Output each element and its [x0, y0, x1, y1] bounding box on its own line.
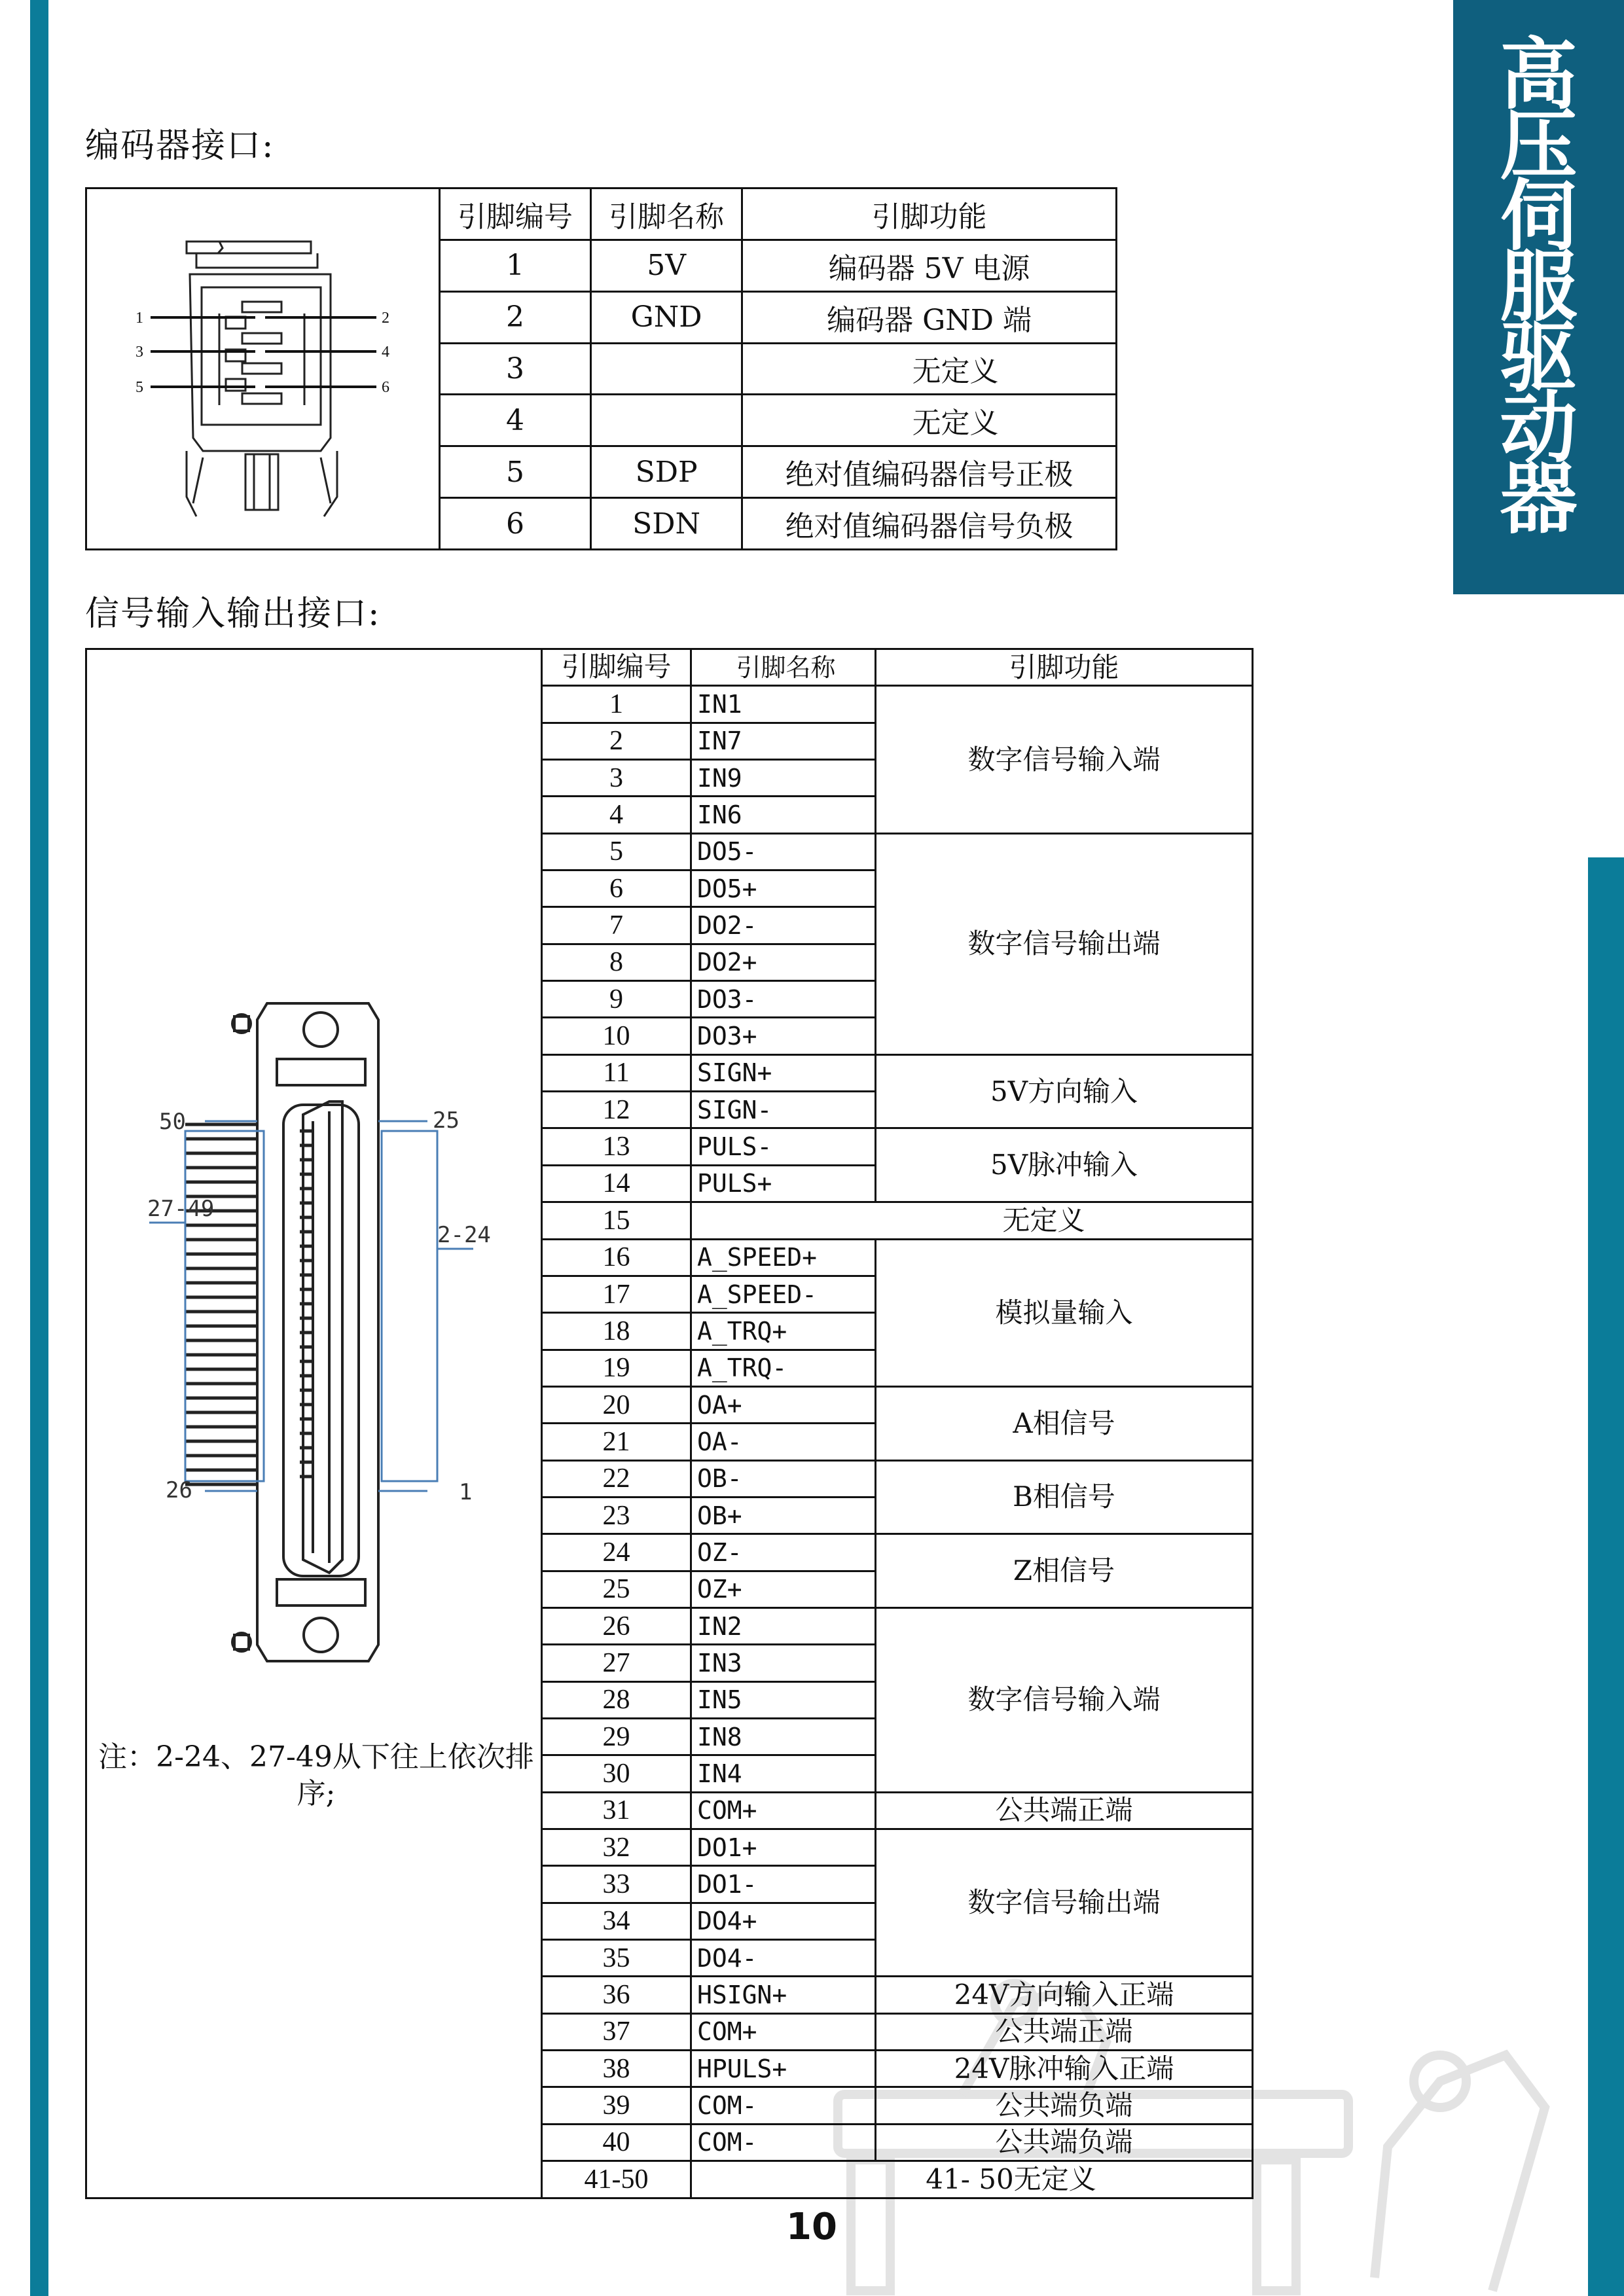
pin-function: 编码器 5V 电源	[742, 240, 1117, 291]
pin-number: 5	[440, 446, 591, 498]
encoder-pin-label: 4	[381, 344, 389, 361]
pin-number: 1	[440, 240, 591, 291]
pin-number: 11	[542, 1054, 691, 1091]
pin-number: 30	[542, 1755, 691, 1792]
pin-number: 5	[542, 833, 691, 870]
pin-name: IN1	[691, 686, 876, 723]
pin-number: 6	[542, 870, 691, 907]
page-number: 10	[786, 2206, 837, 2248]
chapter-title	[1453, 29, 1624, 544]
pin-name: DO3+	[691, 1018, 876, 1054]
pin-number: 19	[542, 1350, 691, 1386]
pin-number: 2	[440, 291, 591, 343]
encoder-pin-label: 3	[135, 344, 143, 361]
pin-number: 16	[542, 1239, 691, 1276]
pin-number: 17	[542, 1276, 691, 1312]
signal-connector-diagram	[87, 990, 539, 1710]
pin-name: COM+	[691, 1792, 876, 1829]
pin-number: 41-50	[542, 2161, 691, 2198]
pin-name: 5V	[591, 240, 742, 291]
pin-name: OB-	[691, 1460, 876, 1497]
pin-number: 25	[542, 1571, 691, 1607]
pin-name: SIGN-	[691, 1092, 876, 1128]
encoder-pin-label: 1	[135, 310, 143, 327]
diagram-label: 50	[159, 1109, 186, 1135]
pin-number: 21	[542, 1424, 691, 1460]
signal-pin-table	[85, 648, 1254, 2199]
pin-name: COM-	[691, 2124, 876, 2161]
pin-number: 23	[542, 1497, 691, 1534]
pin-number: 26	[542, 1607, 691, 1644]
chapter-title-char: 服	[1500, 242, 1578, 332]
chapter-title-char: 驱	[1500, 312, 1578, 403]
pin-number: 28	[542, 1681, 691, 1718]
pin-name: OZ-	[691, 1534, 876, 1571]
pin-function: 绝对值编码器信号负极	[742, 498, 1117, 550]
pin-function: 公共端正端	[876, 2013, 1253, 2050]
pin-number: 24	[542, 1534, 691, 1571]
pin-function: 5V脉冲输入	[876, 1128, 1253, 1202]
pin-number: 3	[542, 760, 691, 797]
pin-name: DO4-	[691, 1940, 876, 1977]
encoder-section-title: 编码器接口:	[85, 126, 275, 166]
pin-name: HSIGN+	[691, 1977, 876, 2013]
diagram-label: 25	[433, 1107, 460, 1134]
pin-number: 7	[542, 907, 691, 944]
column-header-pin-number: 引脚编号	[542, 649, 691, 686]
chapter-title-char: 高	[1500, 29, 1578, 120]
pin-name: OZ+	[691, 1571, 876, 1607]
pin-name: OB+	[691, 1497, 876, 1534]
diagram-label: 1	[459, 1479, 473, 1505]
pin-name: OA+	[691, 1386, 876, 1423]
pin-function: 无定义	[691, 1202, 1253, 1239]
pin-function: 编码器 GND 端	[742, 291, 1117, 343]
pin-function: 数字信号输入端	[876, 1607, 1253, 1792]
pin-number: 20	[542, 1386, 691, 1423]
column-header-pin-name: 引脚名称	[691, 649, 876, 686]
pin-name: DO5+	[691, 870, 876, 907]
column-header-pin-function: 引脚功能	[876, 649, 1253, 686]
pin-number: 2	[542, 723, 691, 759]
pin-function: 5V方向输入	[876, 1054, 1253, 1128]
pin-number: 12	[542, 1092, 691, 1128]
pin-function: 24V脉冲输入正端	[876, 2051, 1253, 2087]
column-header-pin-name: 引脚名称	[591, 188, 742, 240]
right-accent-strip	[1588, 857, 1624, 2296]
pin-number: 6	[440, 498, 591, 550]
pin-number: 38	[542, 2051, 691, 2087]
column-header-pin-function: 引脚功能	[742, 188, 1117, 240]
pin-number: 31	[542, 1792, 691, 1829]
pin-name: HPULS+	[691, 2051, 876, 2087]
pin-function: 绝对值编码器信号正极	[742, 446, 1117, 498]
encoder-pin-table	[85, 187, 1117, 550]
pin-function: 公共端正端	[876, 1792, 1253, 1829]
pin-name: COM+	[691, 2013, 876, 2050]
pin-function: B相信号	[876, 1460, 1253, 1534]
encoder-pin-label: 6	[381, 379, 389, 396]
diagram-label: 27-49	[147, 1196, 215, 1222]
column-header-pin-number: 引脚编号	[440, 188, 591, 240]
pin-number: 40	[542, 2124, 691, 2161]
pin-name: A_SPEED+	[691, 1239, 876, 1276]
pin-number: 27	[542, 1645, 691, 1681]
pin-number: 3	[440, 343, 591, 395]
pin-name: DO3-	[691, 981, 876, 1018]
pin-function: 数字信号输出端	[876, 833, 1253, 1054]
pin-number: 10	[542, 1018, 691, 1054]
pin-function: 24V方向输入正端	[876, 1977, 1253, 2013]
pin-name: SDN	[591, 498, 742, 550]
pin-number: 8	[542, 944, 691, 980]
pin-number: 36	[542, 1977, 691, 2013]
pin-name: DO2-	[691, 907, 876, 944]
pin-name: IN2	[691, 1607, 876, 1644]
pin-number: 32	[542, 1829, 691, 1866]
pin-name: IN5	[691, 1681, 876, 1718]
connector-note: 注：2-24、27-49从下往上依次排序;	[98, 1740, 534, 1810]
pin-name: IN4	[691, 1755, 876, 1792]
pin-number: 15	[542, 1202, 691, 1239]
signal-connector-diagram-cell	[86, 649, 542, 2198]
pin-number: 37	[542, 2013, 691, 2050]
pin-function: 无定义	[742, 395, 1117, 446]
encoder-pin-label: 5	[135, 379, 143, 396]
pin-number: 1	[542, 686, 691, 723]
diagram-label: 26	[166, 1477, 192, 1503]
pin-name: IN3	[691, 1645, 876, 1681]
pin-function: 41- 50无定义	[691, 2161, 1253, 2198]
pin-number: 33	[542, 1866, 691, 1903]
pin-number: 39	[542, 2087, 691, 2124]
pin-name: COM-	[691, 2087, 876, 2124]
pin-function: 数字信号输入端	[876, 686, 1253, 833]
pin-number: 13	[542, 1128, 691, 1165]
pin-number: 18	[542, 1313, 691, 1350]
pin-number: 34	[542, 1903, 691, 1939]
table-header-row	[86, 649, 1253, 686]
pin-number: 9	[542, 981, 691, 1018]
diagram-label: 2-24	[437, 1222, 491, 1248]
pin-name: DO1+	[691, 1829, 876, 1866]
encoder-connector-diagram-cell	[86, 188, 440, 550]
encoder-connector-diagram	[88, 189, 438, 541]
pin-name: SIGN+	[691, 1054, 876, 1091]
pin-name: SDP	[591, 446, 742, 498]
table-header-row	[86, 188, 1117, 240]
pin-number: 35	[542, 1940, 691, 1977]
pin-number: 22	[542, 1460, 691, 1497]
pin-function: 公共端负端	[876, 2087, 1253, 2124]
pin-name: PULS+	[691, 1165, 876, 1202]
pin-name: DO2+	[691, 944, 876, 980]
pin-name: IN6	[691, 797, 876, 833]
pin-function: 公共端负端	[876, 2124, 1253, 2161]
pin-name: A_TRQ+	[691, 1313, 876, 1350]
pin-name: DO5-	[691, 833, 876, 870]
pin-name: IN7	[691, 723, 876, 759]
pin-name: A_SPEED-	[691, 1276, 876, 1312]
pin-function: Z相信号	[876, 1534, 1253, 1608]
pin-number: 14	[542, 1165, 691, 1202]
pin-function: A相信号	[876, 1386, 1253, 1460]
chapter-title-char: 压	[1500, 100, 1578, 190]
chapter-title-char: 伺	[1500, 171, 1578, 261]
pin-name: PULS-	[691, 1128, 876, 1165]
pin-name: DO4+	[691, 1903, 876, 1939]
pin-number: 4	[440, 395, 591, 446]
signal-section-title: 信号输入输出接口:	[85, 594, 381, 634]
pin-name	[591, 343, 742, 395]
pin-name: OA-	[691, 1424, 876, 1460]
pin-name: IN9	[691, 760, 876, 797]
pin-name: GND	[591, 291, 742, 343]
pin-function: 无定义	[742, 343, 1117, 395]
pin-name: DO1-	[691, 1866, 876, 1903]
pin-function: 数字信号输出端	[876, 1829, 1253, 1977]
encoder-pin-label: 2	[381, 310, 389, 327]
pin-function: 模拟量输入	[876, 1239, 1253, 1386]
pin-number: 4	[542, 797, 691, 833]
chapter-title-char: 动	[1500, 383, 1578, 473]
pin-number: 29	[542, 1718, 691, 1755]
pin-name: IN8	[691, 1718, 876, 1755]
pin-name	[591, 395, 742, 446]
chapter-title-char: 器	[1500, 454, 1578, 544]
pin-name: A_TRQ-	[691, 1350, 876, 1386]
left-accent-bar	[30, 0, 48, 2296]
